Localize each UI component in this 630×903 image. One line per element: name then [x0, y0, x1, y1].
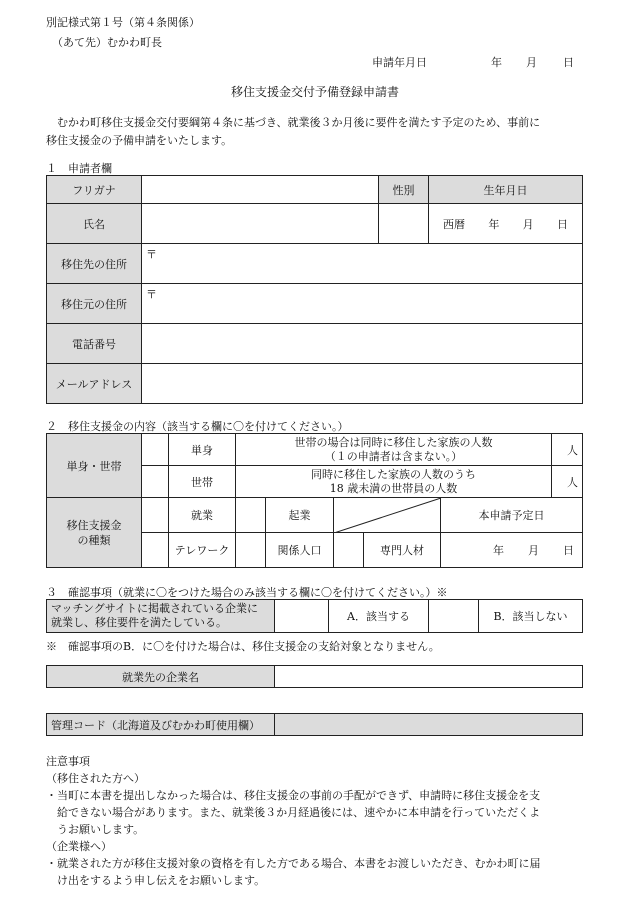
single-desc-line1: 世帯の場合は同時に移住した家族の人数: [294, 435, 493, 449]
postal-mark: 〒: [146, 248, 157, 261]
confirmation-footnote: ※ 確認事項のB．に〇を付けた場合は、移住支援金の支給対象となりません。: [46, 640, 440, 653]
notes-migrants-line1: ・当町に本書を提出しなかった場合は、移住支援金の事前の手配ができず、申請時に移住支援金を支: [46, 789, 541, 802]
related-population-check[interactable]: [236, 533, 266, 568]
employer-table: [46, 665, 583, 688]
support-type-label: [47, 498, 142, 568]
support-content-table: [46, 433, 583, 568]
notes-migrants-heading: （移住された方へ）: [46, 772, 145, 785]
new-address-field[interactable]: [142, 244, 583, 284]
support-type-label-line2: の種類: [77, 533, 111, 547]
birthdate-label: 生年月日: [429, 176, 583, 204]
single-label: 単身: [169, 434, 236, 466]
application-date-label: 申請年月日: [372, 56, 427, 69]
confirmation-question-line1: マッチングサイトに掲載されている企業に: [51, 602, 259, 615]
birthdate-year: 年: [488, 217, 500, 231]
old-address-field[interactable]: [142, 284, 583, 324]
furigana-field[interactable]: [142, 176, 379, 204]
furigana-label: フリガナ: [47, 176, 142, 204]
household-desc-line2: 18 歳未満の世帯員の人数: [329, 481, 458, 495]
admin-code-table: [46, 713, 583, 736]
employer-label: 就業先の企業名: [47, 666, 275, 688]
diagonal-blank-cell: [334, 498, 441, 533]
phone-field[interactable]: [142, 324, 583, 364]
section1-heading: １ 申請者欄: [46, 162, 112, 175]
scheduled-year: 年: [493, 544, 504, 557]
unit-label: 人: [567, 443, 578, 457]
unit-label: 人: [567, 475, 578, 489]
notes-heading: 注意事項: [46, 755, 90, 768]
notes-section: [46, 753, 591, 889]
scheduled-month: 月: [528, 544, 539, 557]
single-desc-line2: （１の申請者は含まない。）: [324, 449, 463, 463]
old-address-label: 移住元の住所: [47, 284, 142, 324]
admin-code-field: [275, 714, 583, 736]
employment-check[interactable]: [142, 498, 169, 533]
email-label: メールアドレス: [47, 364, 142, 404]
telework-check[interactable]: [142, 533, 169, 568]
related-population-label: 関係人口: [266, 533, 334, 568]
postal-mark: 〒: [146, 288, 157, 301]
employer-field[interactable]: [275, 666, 583, 688]
specialist-check[interactable]: [334, 533, 364, 568]
form-number: 別記様式第１号（第４条関係）: [46, 16, 200, 29]
household-check[interactable]: [142, 466, 169, 498]
single-description: [236, 434, 552, 466]
intro-text-line1: むかわ町移住支援金交付要綱第４条に基づき、就業後３か月後に要件を満たす予定のため、事前に: [57, 116, 541, 129]
specialist-label: 専門人材: [364, 533, 441, 568]
single-household-label: 単身・世帯: [47, 434, 142, 498]
admin-code-label: 管理コード（北海道及びむかわ町使用欄）: [47, 714, 275, 736]
document-title: 移住支援金交付予備登録申請書: [230, 85, 399, 99]
telework-label: テレワーク: [169, 533, 236, 568]
startup-check[interactable]: [236, 498, 266, 533]
date-day-label: 日: [563, 56, 574, 69]
scheduled-date-field[interactable]: [441, 533, 583, 568]
employment-label: 就業: [169, 498, 236, 533]
single-check[interactable]: [142, 434, 169, 466]
birthdate-era: 西暦: [443, 217, 465, 231]
notes-company-heading: （企業様へ）: [46, 840, 112, 853]
date-month-label: 月: [526, 56, 537, 69]
household-description: [236, 466, 552, 498]
addressee: （あて先）むかわ町長: [52, 36, 162, 49]
birthdate-day: 日: [556, 217, 568, 231]
notes-migrants-line3: うお願いします。: [57, 823, 145, 836]
birthdate-month: 月: [522, 217, 534, 231]
intro-text-line2: 移住支援金の予備申請をいたします。: [46, 134, 233, 147]
new-address-label: 移住先の住所: [47, 244, 142, 284]
confirmation-question-line2: 就業し、移住要件を満たしている。: [51, 616, 227, 629]
gender-label: 性別: [379, 176, 429, 204]
household-count-field[interactable]: [552, 466, 583, 498]
option-b-label: B．該当しない: [479, 600, 583, 633]
option-a-label: A．該当する: [329, 600, 429, 633]
confirmation-question: [47, 600, 275, 633]
household-desc-line1: 同時に移住した家族の人数のうち: [311, 467, 476, 481]
name-field[interactable]: [142, 204, 379, 244]
diagonal-line: [334, 498, 441, 533]
household-label: 世帯: [169, 466, 236, 498]
notes-migrants-line2: 給できない場合があります。また、就業後３か月経過後には、速やかに本申請を行っていただくよ: [57, 806, 541, 819]
scheduled-date-label: 本申請予定日: [441, 498, 583, 533]
gender-field[interactable]: [379, 204, 429, 244]
section3-heading: ３ 確認事項（就業に〇をつけた場合のみ該当する欄に〇を付けてください。）※: [46, 586, 448, 599]
name-label: 氏名: [47, 204, 142, 244]
confirmation-table: [46, 599, 583, 633]
option-a-check[interactable]: [275, 600, 329, 633]
scheduled-day: 日: [563, 544, 574, 557]
notes-company-line1: ・就業された方が移住支援対象の資格を有した方である場合、本書をお渡しいただき、むかわ町に届: [46, 857, 541, 870]
phone-label: 電話番号: [47, 324, 142, 364]
birthdate-field[interactable]: [429, 204, 583, 244]
support-type-label-line1: 移住支援金: [66, 518, 122, 532]
option-b-check[interactable]: [429, 600, 479, 633]
notes-company-line2: け出をするよう申し伝えをお願いします。: [57, 874, 266, 887]
applicant-table: [46, 175, 583, 404]
single-count-field[interactable]: [552, 434, 583, 466]
startup-label: 起業: [266, 498, 334, 533]
section2-heading: ２ 移住支援金の内容（該当する欄に〇を付けてください。）: [46, 420, 349, 433]
email-field[interactable]: [142, 364, 583, 404]
date-year-label: 年: [491, 56, 502, 69]
